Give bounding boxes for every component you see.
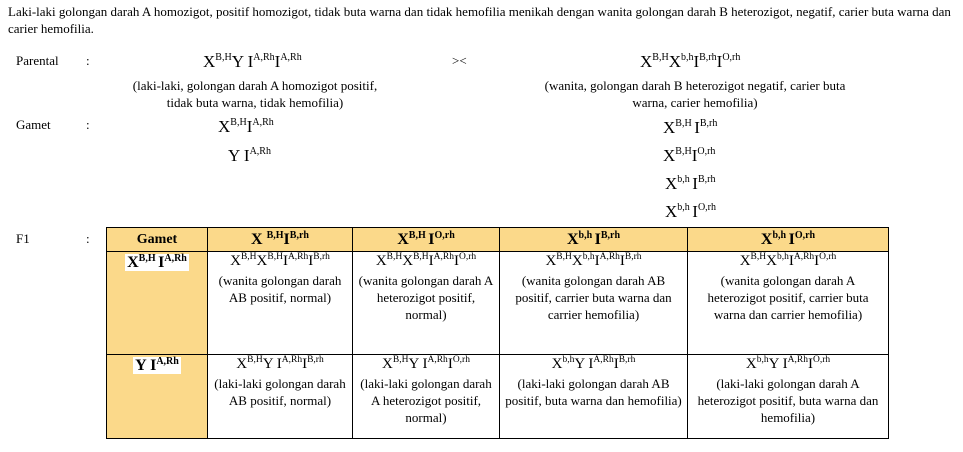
cell-description: (laki-laki golongan darah A heterozigot positif, buta warna dan hemofilia): [697, 376, 879, 425]
cell-genotype: X$^{b,h}$Y $I^{A,Rh}I^{O,rh}$: [745, 355, 831, 372]
table-row: [107, 252, 889, 355]
table-cell: [353, 355, 500, 439]
table-cell: [500, 355, 688, 439]
female-gamete: X$^{b,h}$ $I^{B,rh}$: [665, 174, 716, 193]
f1-colon: :: [86, 231, 90, 246]
parental-colon: :: [86, 53, 90, 68]
table-cell: [500, 252, 688, 355]
f1-label: F1: [16, 231, 30, 246]
column-header: $X^{B,H}$ $I^{O,rh}$: [353, 228, 500, 252]
cell-genotype: $X^{B,H}X^{b,h}I^{A,Rh}I^{B,rh}$: [545, 252, 642, 269]
cell-description: (wanita golongan darah A heterozigot positif, normal): [358, 273, 494, 322]
cell-genotype: X$^{b,h}$Y $I^{A,Rh}I^{B,rh}$: [551, 355, 636, 372]
parental-female-description: (wanita, golongan darah B heterozigot negatif, carier buta warna, carier hemofilia): [544, 78, 846, 110]
cell-genotype: $X^{B,H}X^{B,H}I^{A,Rh}I^{B,rh}$: [230, 252, 330, 269]
column-header: X $^{B,H}I^{B,rh}$: [208, 228, 353, 252]
parental-label: Parental: [16, 53, 59, 68]
male-gamete: Y $I^{A,Rh}$: [228, 146, 271, 165]
cell-description: (laki-laki golongan darah AB positif, buta warna dan hemofilia): [505, 376, 682, 408]
female-gamete: $X^{B,H}I^{O,rh}$: [663, 146, 716, 165]
row-header: $X^{B,H}$ $I^{A,Rh}$: [107, 252, 208, 355]
table-cell: [688, 252, 889, 355]
column-header: X$^{b,h}$ $I^{O,rh}$: [688, 228, 889, 252]
corner-header: Gamet: [107, 228, 208, 252]
parental-male-description: (laki-laki, golongan darah A homozigot positif, tidak buta warna, tidak hemofilia): [132, 78, 378, 110]
male-gamete: $X^{B,H}I^{A,Rh}$: [218, 117, 274, 136]
gamet-label: Gamet: [16, 117, 51, 132]
table-cell: [353, 252, 500, 355]
female-gamete: X$^{b,h}$ $I^{O,rh}$: [665, 202, 717, 221]
cell-description: (wanita golongan darah A heterozigot positif, carrier buta warna dan carrier hemofilia): [707, 273, 869, 322]
table-cell: [208, 355, 353, 439]
cross-symbol: ><: [452, 53, 467, 68]
cell-genotype: $X^{B,H}Y$ $I^{A,Rh}I^{O,rh}$: [382, 355, 470, 372]
intro-text: Laki-laki golongan darah A homozigot, positif homozigot, tidak buta warna dan tidak hemofilia menikah dengan wanita golongan darah B heterozigot, negatif, carier buta warna dan carier hemofilia.: [8, 4, 951, 36]
cell-description: (laki-laki golongan darah A heterozigot positif, normal): [360, 376, 492, 425]
cell-description: (wanita golongan darah AB positif, normal): [218, 273, 342, 305]
cell-genotype: $X^{B,H}X^{b,h}I^{A,Rh}I^{O,rh}$: [739, 252, 837, 269]
cell-genotype: $X^{B,H}Y$ $I^{A,Rh}I^{B,rh}$: [236, 355, 324, 372]
column-header: X$^{b,h}$ $I^{B,rh}$: [500, 228, 688, 252]
cell-description: (wanita golongan darah AB positif, carrier buta warna dan carrier hemofilia): [515, 273, 672, 322]
row-header: Y $I^{A,Rh}$: [107, 355, 208, 439]
table-row: [107, 355, 889, 439]
cell-genotype: $X^{B,H}X^{B,H}I^{A,Rh}I^{O,rh}$: [375, 252, 477, 269]
cell-description: (laki-laki golongan darah AB positif, normal): [214, 376, 346, 408]
table-header-row: [107, 228, 889, 252]
parental-female-genotype: $X^{B,H}X^{b,h}I^{B,rh}I^{O,rh}$: [640, 52, 741, 71]
female-gamete: $X^{B,H}$ $I^{B,rh}$: [663, 118, 718, 137]
table-cell: [208, 252, 353, 355]
punnett-table: [106, 227, 889, 439]
gamet-colon: :: [86, 117, 90, 132]
table-cell: [688, 355, 889, 439]
parental-male-genotype: $X^{B,H}Y$ $I^{A,Rh}I^{A,Rh}$: [203, 52, 302, 71]
